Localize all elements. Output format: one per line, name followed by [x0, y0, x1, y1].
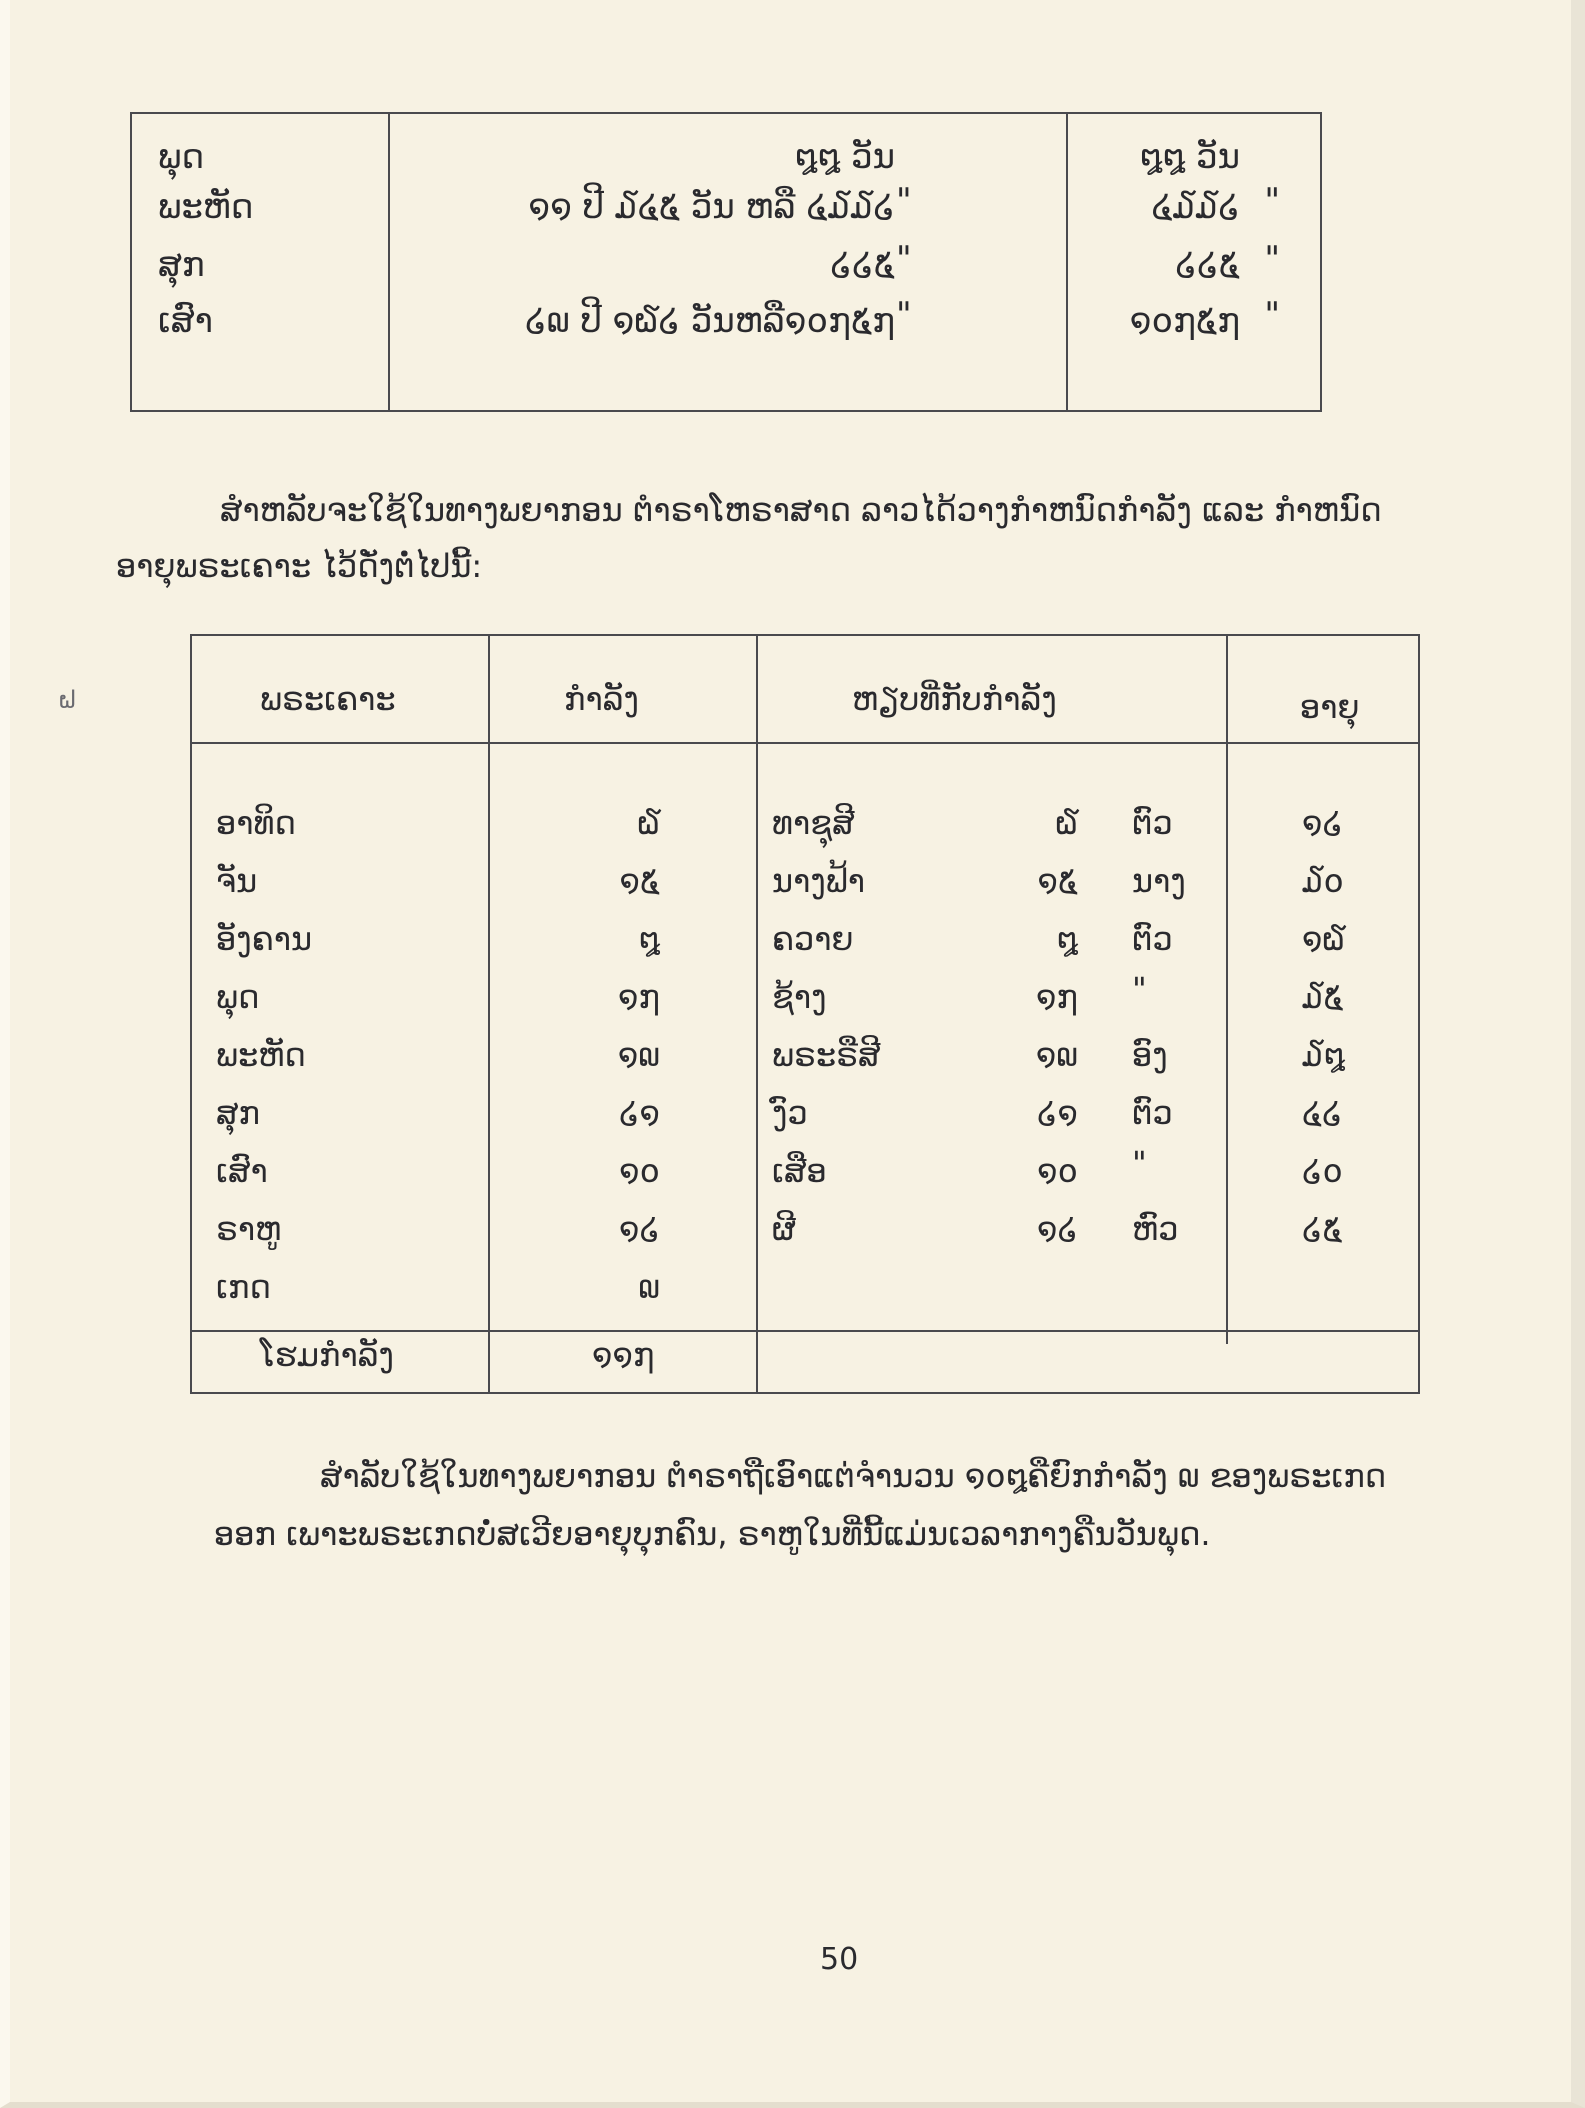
header-planet: ພຣະເຄາະ: [260, 680, 396, 718]
age-value: ໒໐: [1302, 1152, 1343, 1190]
constellation-name: ຜີ: [772, 1210, 796, 1248]
constellation-name: ຄວາຍ: [772, 920, 854, 958]
table-row: [192, 1200, 1418, 1258]
age-value: ໓໕: [1302, 978, 1344, 1016]
planet-name: ຣາຫູ: [216, 1210, 282, 1248]
constellation-strength: ໑໒: [1037, 1210, 1078, 1248]
period-value: ໒໙ ປີ ໑໖໒ ວັນຫລື໑໐໗໕໗: [525, 301, 895, 341]
planet-name: ເກດ: [216, 1268, 271, 1306]
constellation-unit: ຫົວ: [1132, 1210, 1179, 1248]
constellation-unit: ": [1132, 970, 1147, 1008]
paragraph-line: ສຳລັບໃຊ້ໃນທາງພຍາກອນ ຕຳຣາຖືເອົາແຕ່ຈຳນວນ ໑໐໘ຄືຍົກກຳລັງ ໙ ຂອງພຣະເກດ: [320, 1457, 1387, 1495]
total-rule: [192, 1330, 1418, 1332]
header-strength: ກຳລັງ: [564, 680, 639, 718]
paragraph-line: ອາຍຸພຣະເຄາະ ໄວ້ດັ່ງຕໍ່ໄປນີ້:: [116, 547, 483, 585]
planet-name: ສຸກ: [216, 1094, 260, 1132]
constellation-name: ທາຊຸສີ: [772, 804, 855, 842]
strength-value: ໖: [637, 804, 660, 842]
constellation-unit: ຕົວ: [1132, 1094, 1173, 1132]
period-value: ໑໑ ປີ ໓໔໕ ວັນ ຫລື ໔໓໓໒: [528, 187, 895, 227]
ditto-mark: ": [896, 295, 912, 335]
margin-mark: ຝ: [58, 686, 77, 714]
planet-strength-table: [190, 634, 1420, 1394]
table-row: [192, 794, 1418, 852]
ditto-mark: ": [1264, 295, 1280, 335]
ditto-mark: ": [896, 239, 912, 279]
constellation-name: ງົວ: [772, 1094, 808, 1132]
ditto-mark: ": [1264, 239, 1280, 279]
strength-value: ໙: [638, 1268, 660, 1306]
table-row: [192, 1142, 1418, 1200]
constellation-strength: ໑໙: [1035, 1036, 1078, 1074]
constellation-strength: ໑໗: [1036, 978, 1078, 1016]
ditto-mark: ": [1264, 181, 1280, 221]
strength-value: ໒໑: [619, 1094, 660, 1132]
age-value: ໒໕: [1302, 1210, 1343, 1248]
constellation-name: ຊ້າງ: [772, 978, 827, 1016]
table-row: [132, 182, 1320, 232]
strength-value: ໑໐: [619, 1152, 660, 1190]
table-row: [192, 1084, 1418, 1142]
age-value: ໑໒: [1302, 804, 1343, 842]
constellation-strength: ໖: [1055, 804, 1078, 842]
planet-name: ອັງຄານ: [216, 920, 313, 958]
ditto-mark: ": [896, 181, 912, 221]
constellation-unit: ຕົວ: [1132, 804, 1173, 842]
total-value: ໑໑໗: [592, 1336, 655, 1374]
table-row: [192, 1026, 1418, 1084]
table-row: [192, 852, 1418, 910]
short-period-value: ໔໓໓໒: [1151, 187, 1240, 227]
table-row: [192, 910, 1418, 968]
strength-value: ໑໕: [619, 862, 660, 900]
age-value: ໓໘: [1302, 1036, 1346, 1074]
header-age: ອາຍຸ: [1300, 688, 1360, 726]
constellation-strength: ໒໑: [1037, 1094, 1078, 1132]
table-row: [132, 240, 1320, 290]
planet-name: ພະຫັດ: [158, 187, 254, 227]
constellation-name: ນາງຟ້າ: [772, 862, 865, 900]
header-rule: [192, 742, 1418, 744]
period-value: ໒໒໕: [830, 245, 895, 285]
age-value: ໔໒: [1302, 1094, 1343, 1132]
header-constellation: ຫຽບທີ່ກັບກຳລັງ: [852, 680, 1057, 718]
constellation-unit: ອົງ: [1132, 1036, 1168, 1074]
strength-value: ໑໒: [619, 1210, 660, 1248]
planet-name: ເສົາ: [158, 301, 213, 341]
planet-name: ເສົາ: [216, 1152, 268, 1190]
constellation-name: ພຣະຣືສີ: [772, 1036, 881, 1074]
strength-value: ໑໗: [618, 978, 660, 1016]
strength-value: ໘: [638, 920, 660, 958]
constellation-strength: ໑໕: [1037, 862, 1078, 900]
short-period-value: ໒໒໕: [1175, 245, 1240, 285]
strength-value: ໑໙: [617, 1036, 660, 1074]
planet-name: ພະຫັດ: [216, 1036, 306, 1074]
table-row: [132, 296, 1320, 346]
planet-name: ພຸດ: [216, 978, 260, 1016]
table-row: [192, 1258, 1418, 1316]
page-number: 50: [820, 1942, 859, 1977]
constellation-strength: ໑໐: [1037, 1152, 1078, 1190]
constellation-unit: ນາງ: [1132, 862, 1186, 900]
paragraph-line: ສຳຫລັບຈະໃຊ້ໃນທາງພຍາກອນ ຕຳຣາໂຫຣາສາດ ລາວໄດ້ວາງກຳຫນົດກຳລັງ ແລະ ກຳຫນົດ: [220, 491, 1382, 529]
table-row: [192, 968, 1418, 1026]
short-period-value: ໑໐໗໕໗: [1129, 301, 1240, 341]
planet-name: ຈັນ: [216, 862, 258, 900]
constellation-unit: ຕົວ: [1132, 920, 1173, 958]
constellation-strength: ໘: [1056, 920, 1078, 958]
planet-name: ອາທິດ: [216, 804, 296, 842]
constellation-name: ເສືອ: [772, 1152, 827, 1190]
total-label: ໂຮມກຳລັງ: [260, 1336, 394, 1374]
table-row: [132, 132, 1320, 182]
short-period-value: ໘໘ ວັນ: [1139, 137, 1240, 177]
paragraph-line: ອອກ ເພາະພຣະເກດບໍ່ສເວີຍອາຍຸບຸກຄົນ, ຣາຫູໃນທີ່ນີ້ແມ່ນເວລາກາງຄືນວັນພຸດ.: [214, 1515, 1211, 1553]
age-value: ໓໐: [1302, 862, 1344, 900]
planet-name: ພຸດ: [158, 137, 205, 177]
period-value: ໘໘ ວັນ: [794, 137, 895, 177]
orbital-period-table: [130, 112, 1322, 412]
planet-name: ສຸກ: [158, 245, 205, 285]
constellation-unit: ": [1132, 1144, 1147, 1182]
age-value: ໑໖: [1302, 920, 1345, 958]
